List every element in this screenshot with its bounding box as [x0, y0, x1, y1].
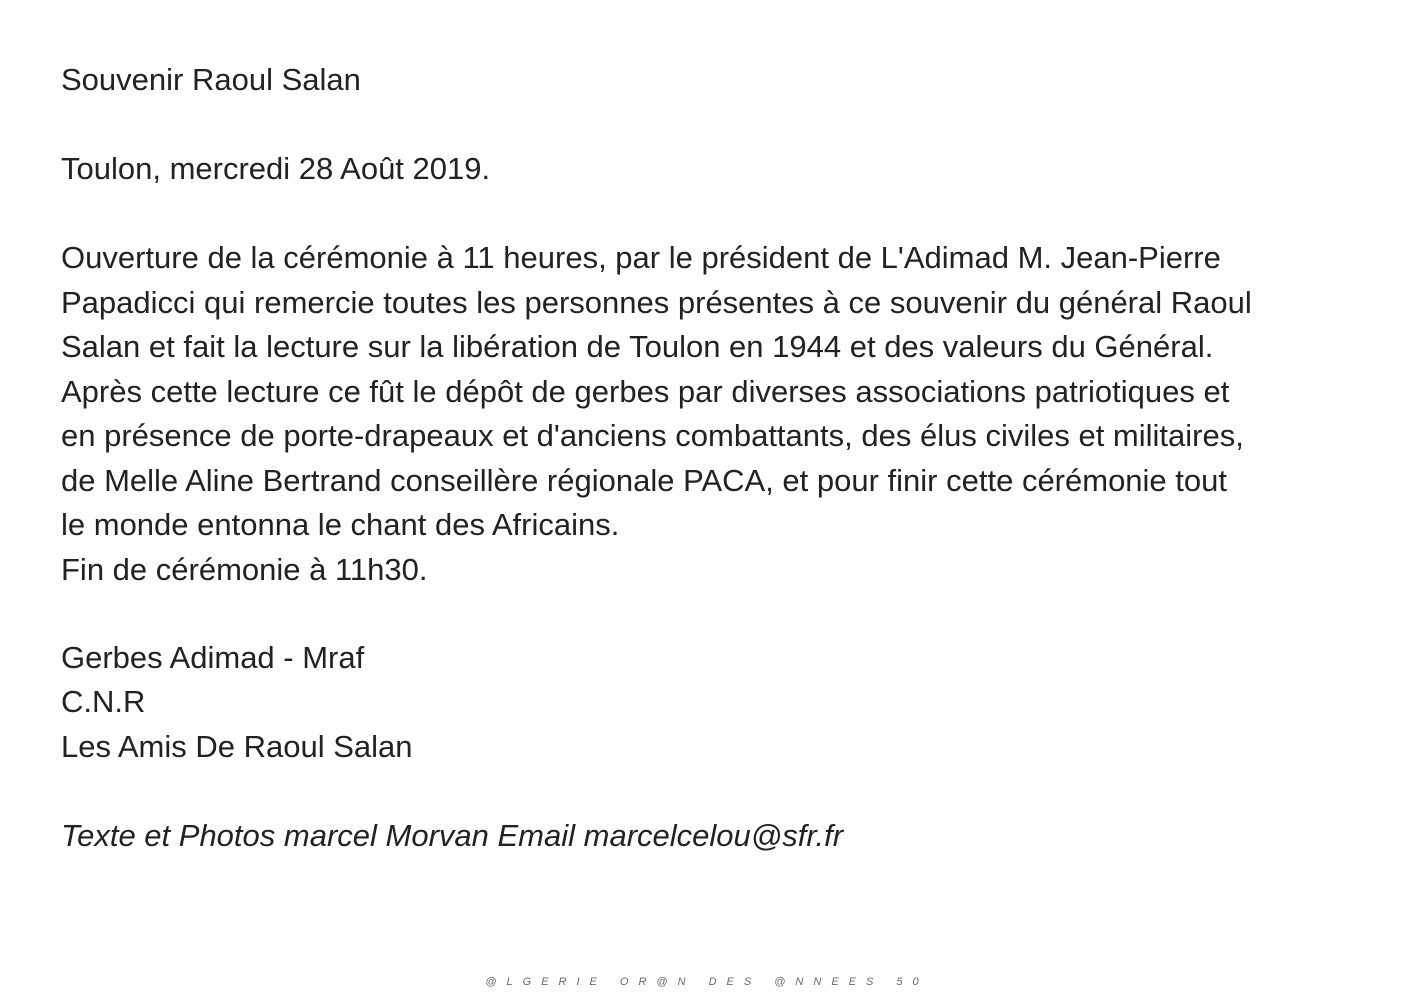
dateline: Toulon, mercredi 28 Août 2019.: [61, 151, 491, 186]
body-line: Papadicci qui remercie toutes les personnes présentes à ce souvenir du général Raoul: [61, 284, 1252, 320]
ceremony-description: [61, 236, 1361, 592]
footer-watermark: @LGERIE OR@N DES @NNEES 50: [485, 976, 929, 988]
body-line: le monde entonna le chant des Africains.: [61, 507, 620, 542]
body-line: en présence de porte-drapeaux et d'anciens combattants, des élus civiles et militaires,: [61, 418, 1244, 453]
wreath-item: Gerbes Adimad - Mraf: [61, 640, 365, 675]
credit-line: Texte et Photos marcel Morvan Email marcelcelou@sfr.fr: [61, 818, 844, 853]
body-line: Salan et fait la lecture sur la libération de Toulon en 1944 et des valeurs du Général.: [61, 329, 1214, 364]
body-line: Fin de cérémonie à 11h30.: [61, 551, 428, 587]
body-line: Ouverture de la cérémonie à 11 heures, par le président de L'Adimad M. Jean-Pierre: [61, 240, 1221, 275]
page-title: Souvenir Raoul Salan: [61, 62, 361, 97]
body-line: de Melle Aline Bertrand conseillère régionale PACA, et pour finir cette cérémonie tout: [61, 462, 1227, 498]
body-line: Après cette lecture ce fût le dépôt de gerbes par diverses associations patriotiques et: [61, 373, 1230, 409]
wreath-item: Les Amis De Raoul Salan: [61, 729, 413, 764]
wreath-item: C.N.R: [61, 684, 146, 719]
